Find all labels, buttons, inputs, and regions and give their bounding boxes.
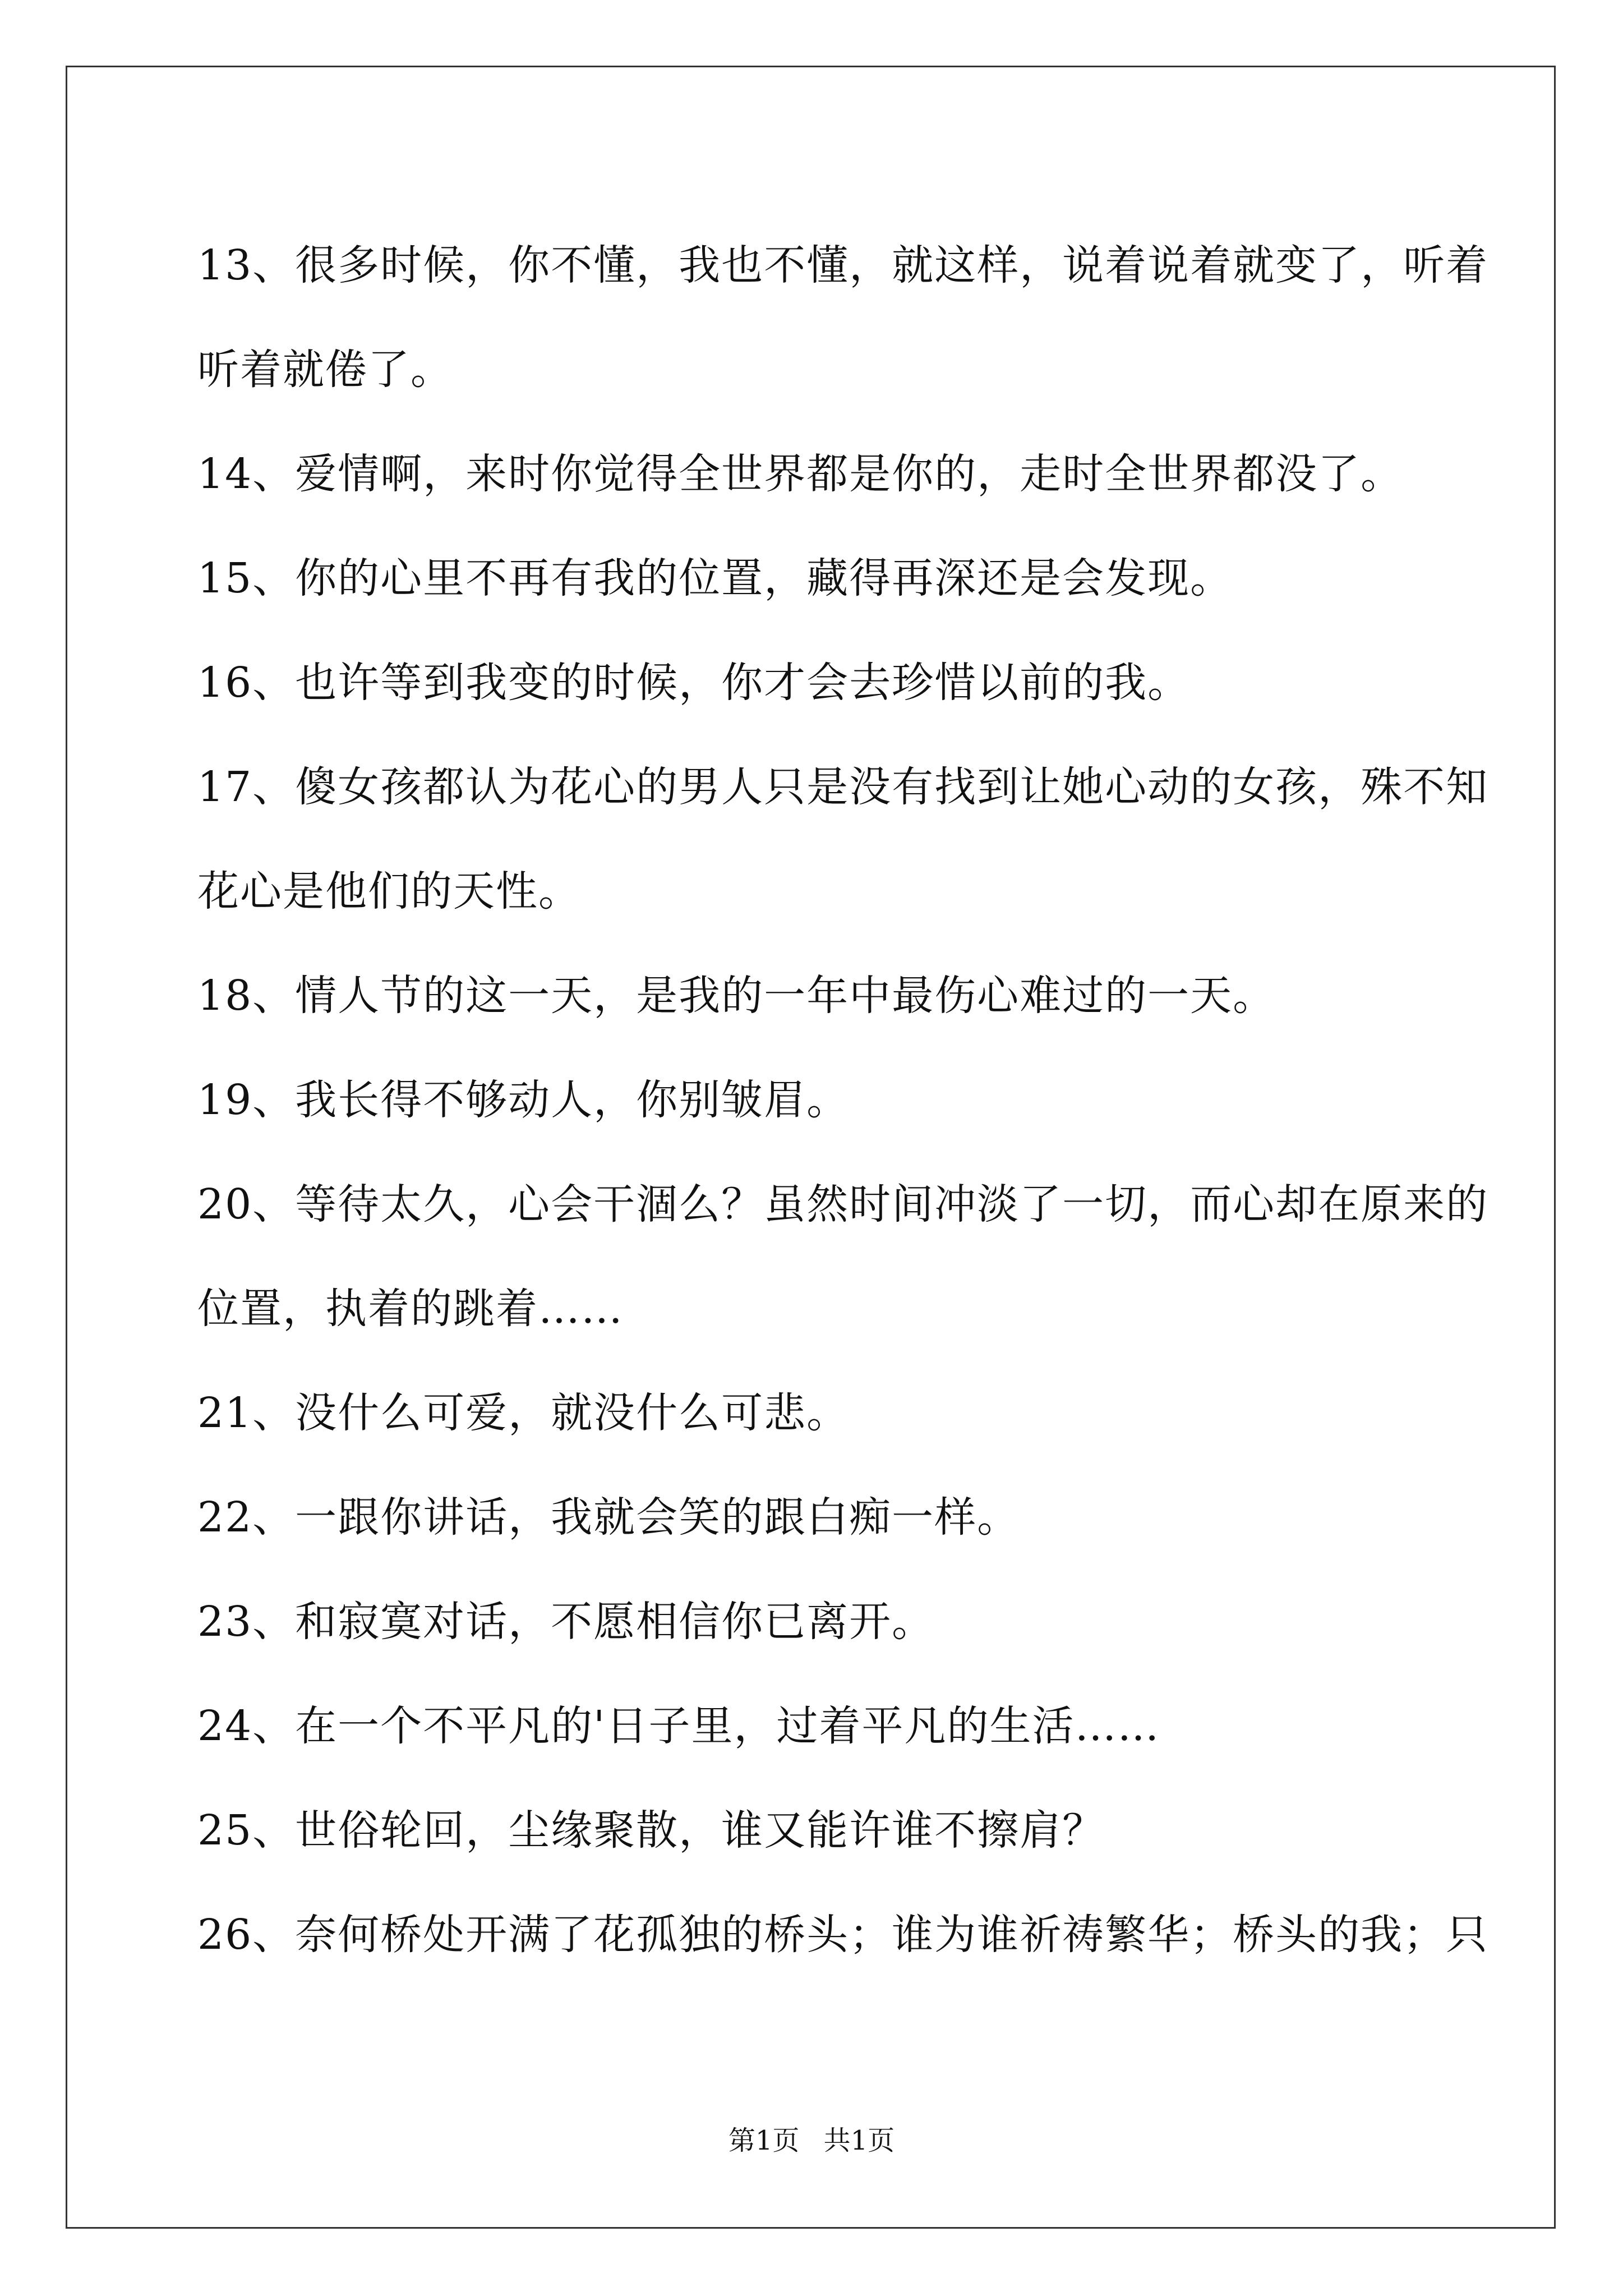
page-total: 共1页 (823, 2125, 895, 2156)
text-line: 13、很多时候，你不懂，我也不懂，就这样，说着说着就变了，听着 (197, 241, 1489, 289)
text-line: 22、一跟你讲话，我就会笑的跟白痴一样。 (197, 1493, 1020, 1542)
text-line: 15、你的心里不再有我的位置，藏得再深还是会发现。 (197, 554, 1233, 602)
text-line: 位置，执着的跳着…… (197, 1285, 624, 1333)
text-line: 20、等待太久，心会干涸么？虽然时间冲淡了一切，而心却在原来的 (197, 1180, 1489, 1228)
text-line: 17、傻女孩都认为花心的男人只是没有找到让她心动的女孩，殊不知 (197, 763, 1489, 811)
page-number: 第1页 (728, 2125, 800, 2156)
text-line: 花心是他们的天性。 (197, 867, 581, 915)
text-line: 24、在一个不平凡的'日子里，过着平凡的生活…… (197, 1702, 1160, 1750)
text-line: 16、也许等到我变的时候，你才会去珍惜以前的我。 (197, 659, 1191, 707)
text-line: 21、没什么可爱，就没什么可悲。 (197, 1389, 850, 1437)
text-line: 26、奈何桥处开满了花孤独的桥头；谁为谁祈祷繁华；桥头的我；只 (197, 1911, 1489, 1959)
page-footer (0, 2124, 1623, 2157)
text-line: 19、我长得不够动人，你别皱眉。 (197, 1076, 850, 1124)
text-line: 18、情人节的这一天，是我的一年中最伤心难过的一天。 (197, 972, 1276, 1020)
text-line: 听着就倦了。 (197, 346, 453, 394)
text-line: 23、和寂寞对话，不愿相信你已离开。 (197, 1598, 935, 1646)
text-line: 14、爱情啊，来时你觉得全世界都是你的，走时全世界都没了。 (197, 450, 1404, 498)
document-body (197, 213, 1489, 1987)
text-line: 25、世俗轮回，尘缘聚散，谁又能许谁不擦肩？ (197, 1806, 1105, 1855)
